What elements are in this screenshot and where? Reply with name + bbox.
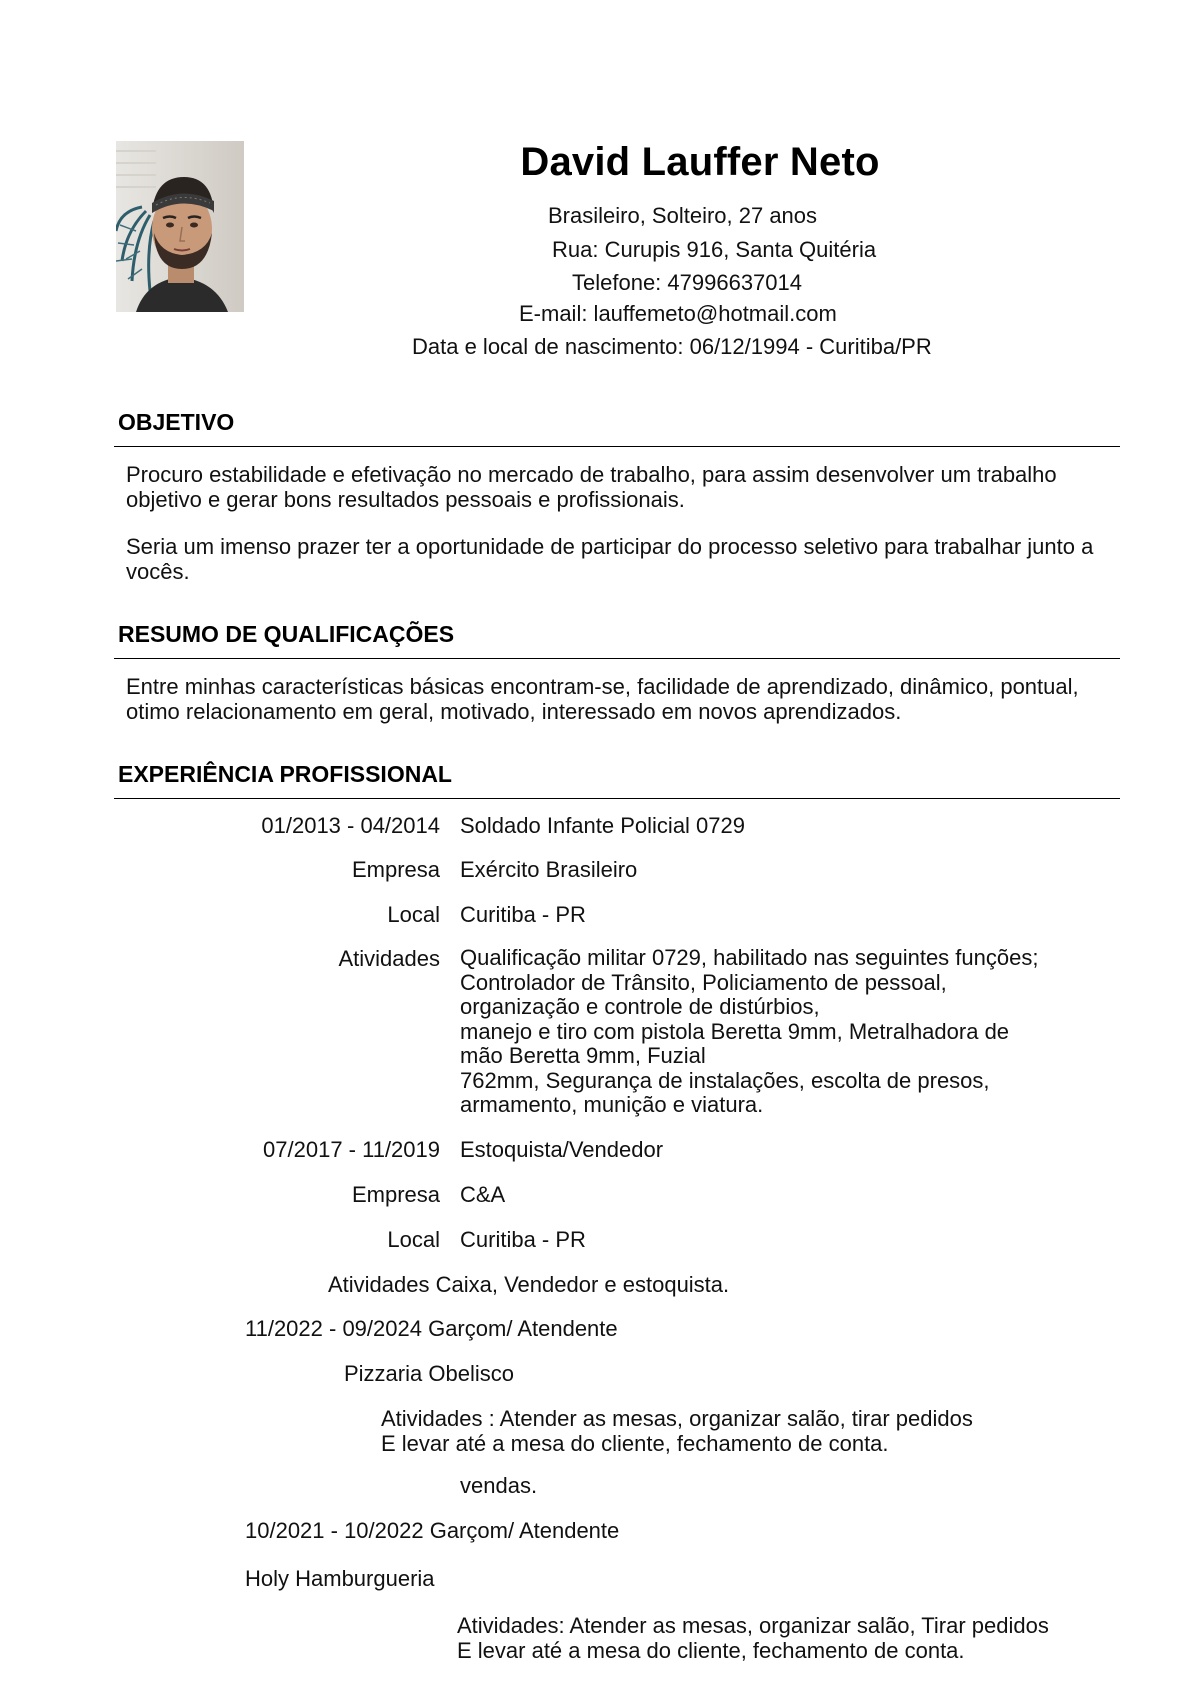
section-title-experiencia: EXPERIÊNCIA PROFISSIONAL xyxy=(118,761,452,787)
activity-line: armamento, munição e viatura. xyxy=(460,1092,764,1117)
profile-photo xyxy=(116,141,244,312)
job-company-label: Empresa xyxy=(351,1182,440,1207)
phone: Telefone: 47996637014 xyxy=(572,270,802,295)
activity-line: Qualificação militar 0729, habilitado nas seguintes funções; xyxy=(460,945,1039,970)
job-activities xyxy=(460,946,1038,1118)
job-activities: Atividades Caixa, Vendedor e estoquista. xyxy=(328,1272,730,1297)
job-company: Pizzaria Obelisco xyxy=(344,1361,514,1386)
address: Rua: Curupis 916, Santa Quitéria xyxy=(552,237,877,262)
job-activities: vendas. xyxy=(460,1473,538,1498)
activity-line: mão Beretta 9mm, Fuzial xyxy=(460,1043,706,1068)
job-location: Curitiba - PR xyxy=(460,902,586,927)
activity-line: manejo e tiro com pistola Beretta 9mm, Metralhadora de xyxy=(460,1018,1010,1044)
job-company: C&A xyxy=(460,1182,506,1207)
job-role: Soldado Infante Policial 0729 xyxy=(460,813,745,838)
objetivo-paragraph-1: Procuro estabilidade e efetivação no mercado de trabalho, para assim desenvolver um trabalho objetivo e gerar bons resultados pessoais e profissionais. xyxy=(126,462,1057,512)
job-company-label: Empresa xyxy=(351,857,440,882)
job-activities: Atividades : Atender as mesas, organizar salão, tirar pedidos xyxy=(381,1406,973,1431)
job-period-role: 11/2022 - 09/2024 Garçom/ Atendente xyxy=(245,1316,618,1341)
objetivo-paragraph-2: Seria um imenso prazer ter a oportunidade de participar do processo seletivo para trabalhar junto a vocês. xyxy=(126,534,1094,584)
activity-line: 762mm, Segurança de instalações, escolta de presos, xyxy=(460,1067,990,1093)
candidate-name: David Lauffer Neto xyxy=(520,140,880,184)
resumo-paragraph: Entre minhas características básicas encontram-se, facilidade de aprendizado, dinâmico, pontual, otimo relacionamento em geral, motivado, interessado em novos aprendizados. xyxy=(126,674,1079,724)
job-activities: E levar até a mesa do cliente, fechamento de conta. xyxy=(381,1431,889,1456)
birth-info: Data e local de nascimento: 06/12/1994 - Curitiba/PR xyxy=(412,334,932,359)
section-divider xyxy=(114,446,1120,447)
section-title-objetivo: OBJETIVO xyxy=(118,409,235,435)
job-period: 07/2017 - 11/2019 xyxy=(263,1137,440,1162)
job-activities: Atividades: Atender as mesas, organizar salão, Tirar pedidos xyxy=(457,1613,1049,1638)
job-location-label: Local xyxy=(387,1227,440,1252)
activity-line: organização e controle de distúrbios, xyxy=(460,994,820,1019)
job-location-label: Local xyxy=(387,902,440,927)
job-role: Estoquista/Vendedor xyxy=(460,1137,664,1162)
activity-line: Controlador de Trânsito, Policiamento de pessoal, xyxy=(460,969,947,995)
section-divider xyxy=(114,658,1120,659)
section-title-resumo: RESUMO DE QUALIFICAÇÕES xyxy=(118,621,455,647)
section-divider xyxy=(114,798,1120,799)
job-activities-label: Atividades xyxy=(338,946,440,971)
email: E-mail: lauffemeto@hotmail.com xyxy=(519,301,837,326)
job-activities: E levar até a mesa do cliente, fechamento de conta. xyxy=(457,1638,965,1663)
job-period-role: 10/2021 - 10/2022 Garçom/ Atendente xyxy=(245,1518,620,1543)
job-company: Exército Brasileiro xyxy=(460,857,638,882)
personal-info: Brasileiro, Solteiro, 27 anos xyxy=(548,203,818,228)
job-period: 01/2013 - 04/2014 xyxy=(261,813,440,838)
job-company: Holy Hamburgueria xyxy=(245,1566,435,1591)
job-location: Curitiba - PR xyxy=(460,1227,586,1252)
